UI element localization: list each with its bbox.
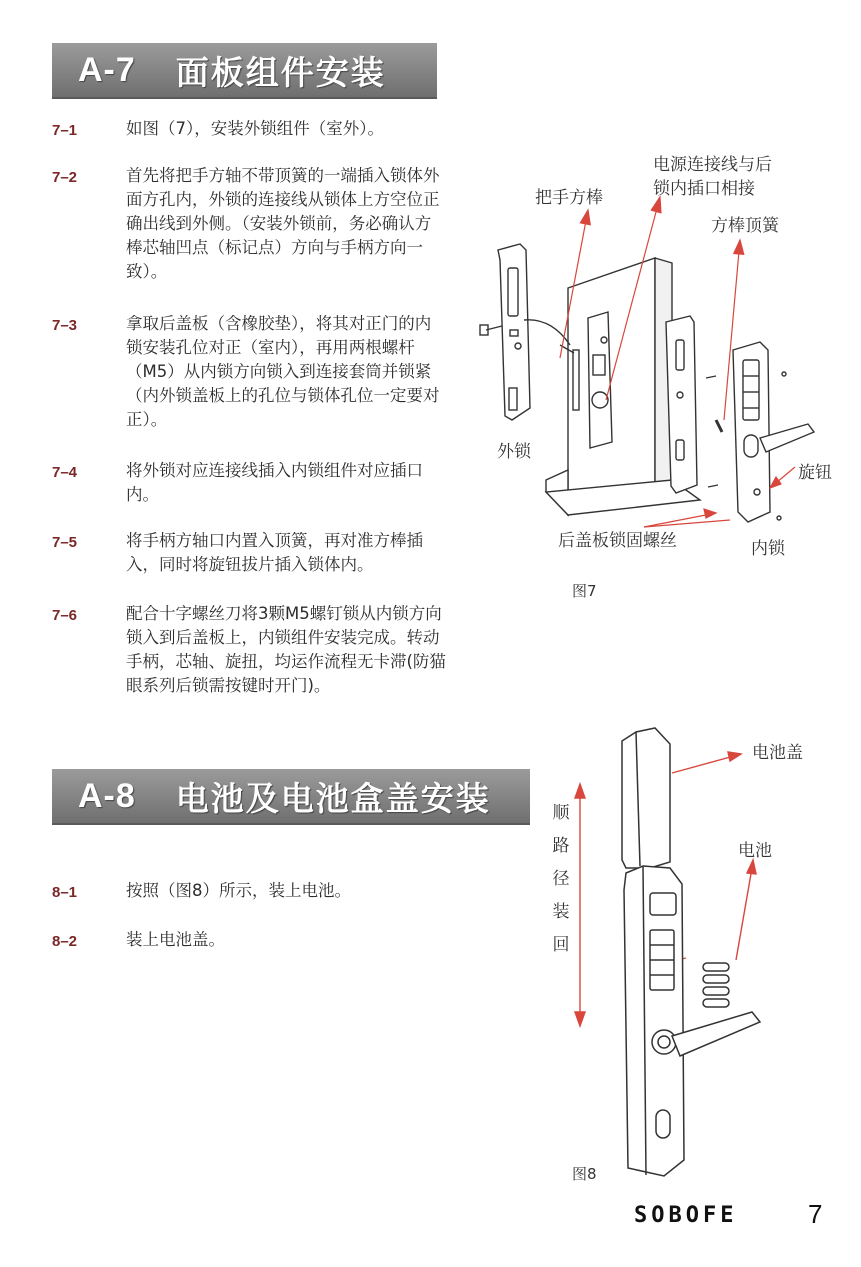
direction-char: 装	[552, 902, 570, 922]
direction-char: 径	[552, 869, 570, 889]
figure8-caption: 图8	[572, 1165, 597, 1183]
direction-text	[551, 797, 571, 962]
step-text: 配合十字螺丝刀将3颗M5螺钉锁从内锁方向锁入到后盖板上，内锁组件安装完成。转动手柄，芯轴、旋扭，均运作流程无卡滞(防猫眼系列后锁需按键时开门)。	[126, 604, 446, 695]
label-bar-spring: 方棒顶簧	[711, 216, 779, 236]
step-number: 8–2	[52, 933, 78, 950]
label-outer-lock: 外锁	[497, 442, 531, 462]
step-number: 7–4	[52, 464, 78, 481]
section-title: 面板组件安装	[175, 52, 386, 92]
step-text: 拿取后盖板（含橡胶垫），将其对正门的内锁安装孔位对正（室内），再用两根螺杆（M5）从内锁方向锁入到连接套筒并锁紧（内外锁盖板上的孔位与锁体孔位一定要对正）。	[126, 314, 440, 429]
step-number: 7–2	[52, 169, 78, 186]
label-battery: 电池	[738, 841, 772, 861]
direction-char: 回	[552, 935, 570, 955]
direction-char: 路	[552, 836, 570, 856]
section-title: 电池及电池盒盖安装	[175, 778, 491, 818]
section-code: A-8	[78, 776, 136, 815]
label-back-cover-screw: 后盖板锁固螺丝	[558, 531, 677, 551]
label-power-line-2: 锁内插口相接	[653, 179, 755, 199]
step-text: 将外锁对应连接线插入内锁组件对应插口内。	[126, 461, 423, 504]
step-number: 7–5	[52, 534, 78, 551]
label-power-line-1: 电源连接线与后	[653, 155, 772, 175]
step-text: 首先将把手方轴不带顶簧的一端插入锁体外面方孔内，外锁的连接线从锁体上方空位正确出线到外侧。（安装外锁前，务必确认方棒芯轴凹点（标记点）方向与手柄方向一致）。	[126, 166, 440, 281]
step-text: 装上电池盖。	[126, 930, 225, 949]
page-number: 7	[808, 1199, 823, 1229]
step-text: 将手柄方轴口内置入顶簧，再对准方棒插入，同时将旋钮拔片插入锁体内。	[126, 531, 423, 574]
section-code: A-7	[78, 50, 136, 89]
step-number: 7–3	[52, 317, 78, 334]
label-battery-cover: 电池盖	[752, 743, 803, 763]
figure7-caption: 图7	[572, 582, 597, 600]
direction-char: 顺	[552, 803, 570, 823]
label-handle-bar: 把手方棒	[535, 188, 603, 208]
step-number: 8–1	[52, 884, 78, 901]
step-text: 如图（7），安装外锁组件（室外）。	[126, 119, 384, 138]
brand-logo: SOBOFE	[634, 1203, 738, 1228]
step-number: 7–6	[52, 607, 78, 624]
label-knob: 旋钮	[798, 463, 832, 483]
step-text: 按照（图8）所示，装上电池。	[126, 881, 351, 900]
step-number: 7–1	[52, 122, 78, 139]
label-inner-lock: 内锁	[751, 539, 785, 559]
